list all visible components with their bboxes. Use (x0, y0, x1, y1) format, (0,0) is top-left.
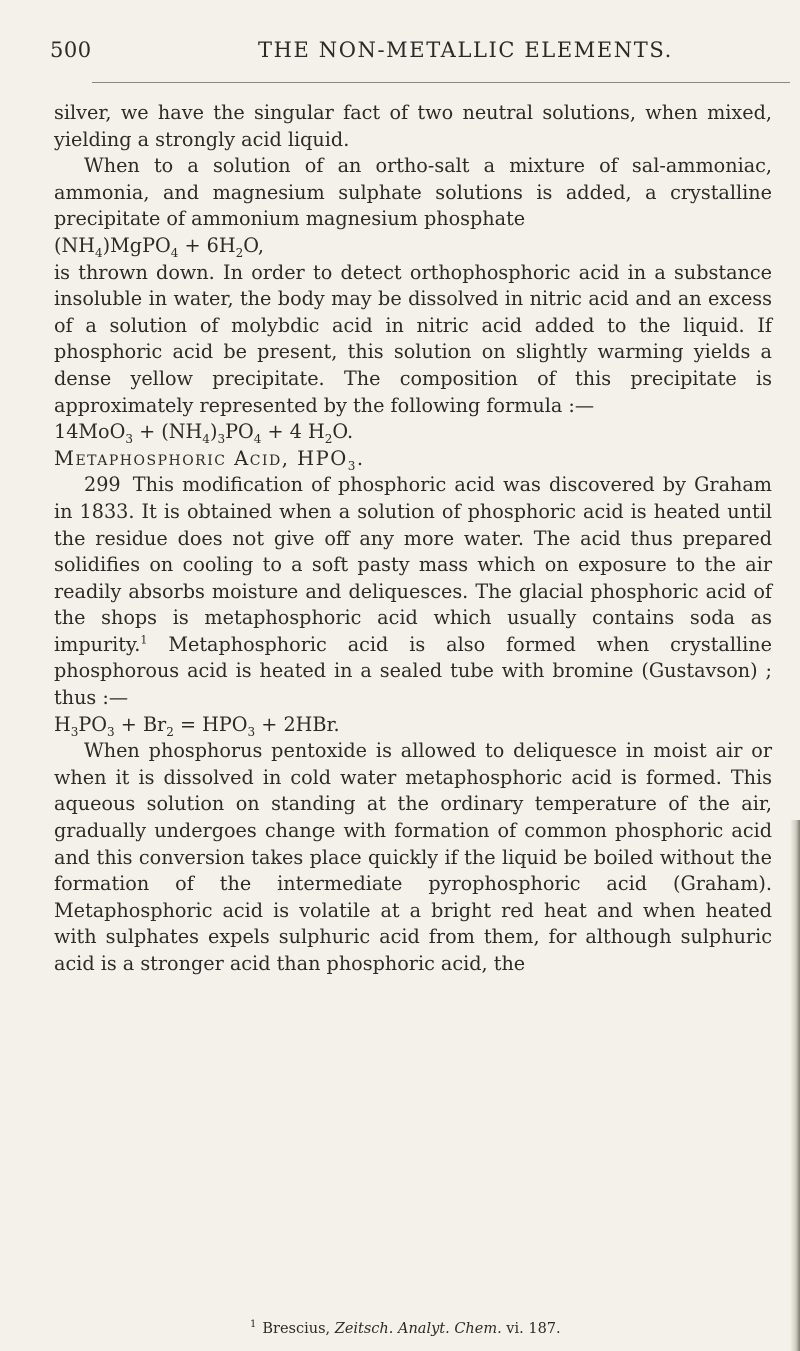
footnote-reference: 1 (140, 633, 148, 647)
formula-ammonium-magnesium-phosphate: $(NH_4)MgPO_4 + 6H_2O$, (54, 233, 264, 260)
paragraph-ortho-salt: When to a solution of an ortho-salt a mixture of sal-ammoniac, ammonia, and magnesium sulphate solutions is added, a crystalline precipitate of ammonium magnesium phosphate (54, 154, 772, 231)
paragraph-number: 299 (84, 473, 121, 497)
page-edge-shadow (790, 820, 800, 1351)
footnote: $^1$ Brescius, Zeitsch. Analyt. Chem. vi. 187. (250, 1319, 561, 1337)
paragraph-detection: is thrown down. In order to detect orthophosphoric acid in a substance insoluble in water, the body may be dissolved in nitric acid and an excess of a solution of molybdic acid in nitric acid added to the liquid. If phosphoric acid be present, this solution on slightly warming yields a dense yellow precipitate. The composition of this precipitate is approximately represented by the following formula :— (54, 260, 772, 417)
footnote-journal: Zeitsch. Analyt. Chem. (334, 1321, 502, 1337)
running-title: THE NON-METALLIC ELEMENTS. (258, 38, 673, 62)
paragraph-299: 299 This modification of phosphoric acid was discovered by Graham in 1833. It is obtained when a solution of phosphoric acid is heated until the residue does not give off any more water. The acid thus prepared solidifies on cooling to a soft pasty mass which on exposure to the air readily absorbs moisture and deliquesces. The glacial phosphoric acid of the shops is metaphosphoric acid which usually contains soda as impurity.$^1$ Metaphosphoric acid is also formed when crystalline phosphorous acid is heated in a sealed tube with bromine (Gustavson) ; thus :— (54, 473, 772, 710)
formula-bromine-reaction: $H_3PO_3 + Br_2 = HPO_3 + 2HBr$. (54, 712, 340, 739)
page-number: 500 (50, 38, 92, 62)
footnote-mark: 1 (250, 1319, 257, 1331)
paragraph-continuation: silver, we have the singular fact of two neutral solutions, when mixed, yielding a strongly acid liquid. (54, 101, 772, 151)
paragraph-pentoxide: When phosphorus pentoxide is allowed to deliquesce in moist air or when it is dissolved in cold water metaphosphoric acid is formed. This aqueous solution on standing at the ordinary temperature of the air, gradually undergoes change with formation of common phosphoric acid and this conversion takes place quickly if the liquid be boiled without the formation of the intermediate pyrophosphoric acid (Graham). Metaphosphoric acid is volatile at a bright red heat and when heated with sulphates expels sulphuric acid from them, for although sulphuric acid is a stronger acid than phosphoric acid, the (54, 739, 772, 975)
formula-molybdate-precipitate: $14MoO_3 + (NH_4)_3PO_4 + 4$ $H_2O$. (54, 420, 354, 446)
body-text (54, 100, 772, 978)
page-header (50, 38, 770, 78)
header-rule (92, 82, 790, 83)
section-heading: Metaphosphoric Acid, $HPO_3$. (54, 446, 365, 473)
